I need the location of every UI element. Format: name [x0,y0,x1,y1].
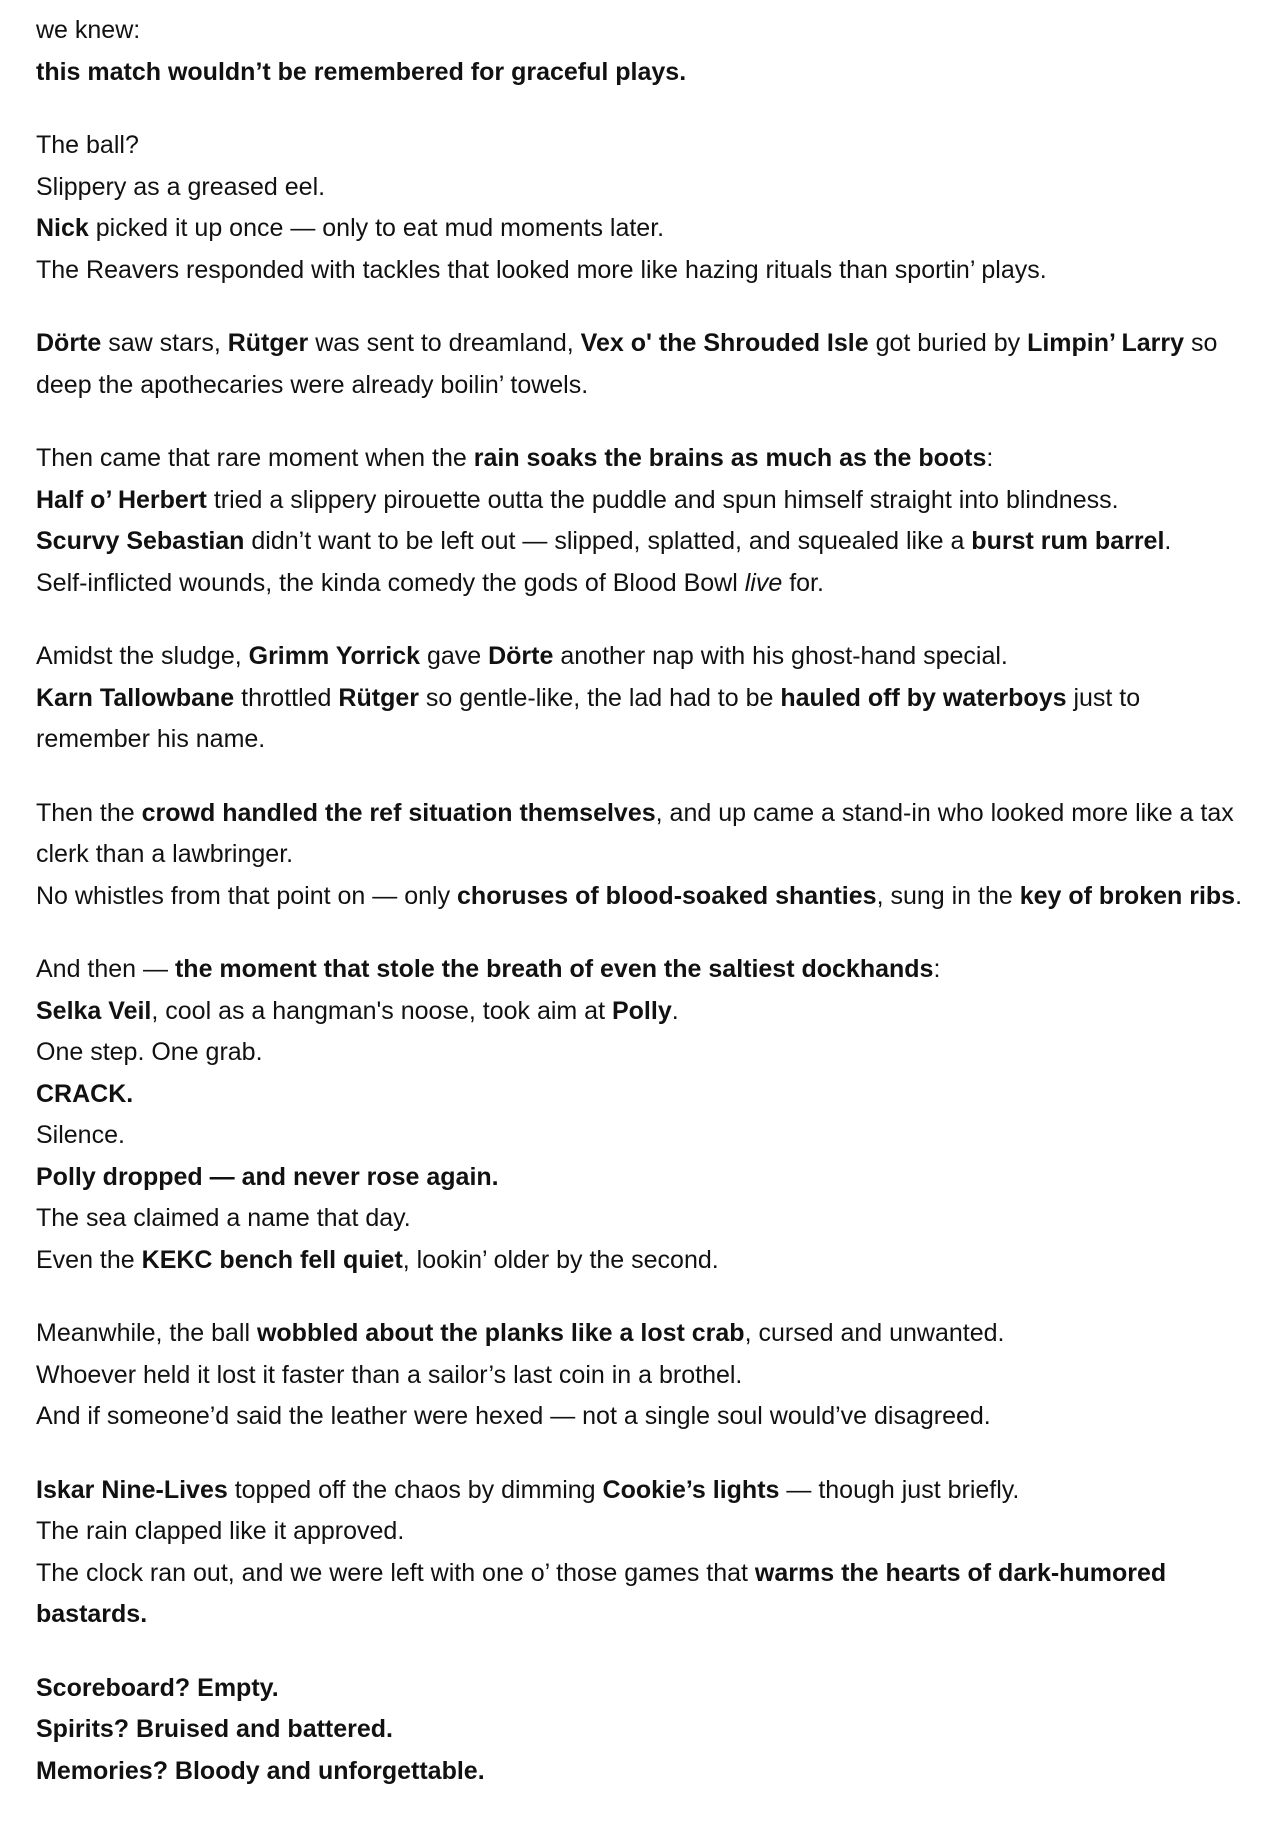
text-line [36,125,1256,167]
text-line [36,1511,1256,1553]
text-run: got buried by [868,329,1028,357]
text-run: Whoever held it lost it faster than a sailor’s last coin in a brothel. [36,1360,743,1389]
paragraph [36,1313,1256,1438]
text-line [36,52,1256,94]
text-run: . [1235,881,1243,910]
bold-text-run: Nick [36,214,89,242]
text-run: The rain clapped like it approved. [36,1517,405,1545]
text-run: The sea claimed a name that day. [36,1204,411,1232]
text-run: And if someone’d said the leather were hexed — not a single soul would’ve disagreed. [36,1402,991,1430]
text-run: was sent to dreamland, [308,329,581,357]
bold-text-run: rain soaks the brains as much as the boots [473,444,987,472]
bold-text-run: choruses of blood-soaked shanties [457,881,877,910]
text-run: tried a slippery pirouette outta the puddle and spun himself straight into blindness. [206,485,1119,514]
text-line [36,1355,1256,1397]
bold-text-run: Polly [611,996,672,1025]
bold-text-run: Spirits? Bruised and battered. [36,1715,394,1743]
text-run: The Reavers responded with tackles that looked more like hazing rituals than sportin’ plays. [36,255,1047,284]
text-line [36,1032,1256,1074]
bold-text-run: Iskar Nine-Lives [36,1475,228,1504]
paragraph [36,636,1256,761]
text-run: , sung in the [876,881,1020,910]
text-line [36,521,1256,563]
text-line [36,991,1256,1033]
text-run: : [986,444,994,472]
text-run: gave [420,642,489,670]
text-line [36,1240,1256,1282]
text-line [36,1709,1256,1751]
bold-text-run: key of broken ribs [1019,881,1236,910]
text-run: so deep the apothecaries were already boilin’ towels. [36,329,1218,399]
text-run: The ball? [36,131,139,159]
paragraph [36,949,1256,1281]
bold-text-run: KEKC bench fell quiet [141,1245,403,1274]
text-run: didn’t want to be left out — slipped, splatted, and squealed like a [244,527,972,555]
text-line [36,1074,1256,1116]
text-run: we knew: [36,16,141,44]
text-run: Then came that rare moment when the [36,444,474,472]
text-line [36,1115,1256,1157]
text-run: , and up came a stand-in who looked more like a tax clerk than a lawbringer. [36,798,1234,868]
text-run: Then the [36,798,142,827]
text-run: for. [782,568,824,597]
paragraph [36,1668,1256,1793]
text-run: , cool as a hangman's noose, took aim at [151,996,612,1025]
text-run: picked it up once — only to eat mud moments later. [88,214,665,242]
paragraph [36,10,1256,93]
bold-text-run: Grimm Yorrick [248,642,420,670]
bold-text-run: Selka Veil [36,996,152,1025]
text-line [36,250,1256,292]
italic-text-run: live [744,568,783,597]
text-run: topped off the chaos by dimming [227,1475,603,1504]
text-run: Meanwhile, the ball [36,1319,257,1347]
paragraph [36,1470,1256,1636]
bold-text-run: Scoreboard? Empty. [36,1673,279,1702]
text-run: . [1164,527,1172,555]
text-line [36,636,1256,678]
text-line [36,793,1256,876]
text-run: Even the [36,1245,142,1274]
text-line [36,438,1256,480]
text-line [36,1751,1256,1793]
bold-text-run: Vex o' the Shrouded Isle [580,329,869,357]
bold-text-run: this match wouldn’t be remembered for graceful plays. [36,57,687,86]
text-line [36,1396,1256,1438]
text-run: : [933,955,941,983]
paragraph [36,438,1256,604]
text-line [36,1668,1256,1710]
bold-text-run: hauled off by waterboys [780,683,1067,712]
text-line [36,167,1256,209]
paragraph [36,125,1256,291]
text-line [36,1157,1256,1199]
bold-text-run: Dörte [488,642,554,670]
bold-text-run: wobbled about the planks like a lost crab [256,1319,745,1347]
text-run: . [671,996,679,1025]
text-line [36,323,1256,406]
text-run: And then — [36,955,175,983]
text-run: — though just briefly. [779,1475,1020,1504]
bold-text-run: Rütger [227,329,309,357]
text-line [36,1553,1256,1636]
bold-text-run: CRACK. [36,1079,134,1108]
bold-text-run: Memories? Bloody and unforgettable. [36,1756,485,1785]
text-run: Amidst the sludge, [36,642,249,670]
bold-text-run: Polly dropped — and never rose again. [36,1162,499,1191]
text-run: another nap with his ghost-hand special. [553,642,1008,670]
text-line [36,1313,1256,1355]
bold-text-run: Half o’ Herbert [36,485,207,514]
paragraph [36,323,1256,406]
text-line [36,563,1256,605]
bold-text-run: Karn Tallowbane [36,683,235,712]
text-line [36,678,1256,761]
text-line [36,10,1256,52]
text-run: , cursed and unwanted. [744,1319,1005,1347]
text-run: so gentle-like, the lad had to be [418,683,781,712]
bold-text-run: Limpin’ Larry [1027,329,1185,357]
paragraph [36,793,1256,918]
document-body [36,10,1256,1824]
text-run: Silence. [36,1121,125,1149]
text-line [36,876,1256,918]
text-line [36,208,1256,250]
bold-text-run: Scurvy Sebastian [36,527,245,555]
bold-text-run: Rütger [338,683,419,712]
bold-text-run: the moment that stole the breath of even the saltiest dockhands [174,955,934,983]
text-line [36,480,1256,522]
text-run: Self-inflicted wounds, the kinda comedy the gods of Blood Bowl [36,568,745,597]
bold-text-run: crowd handled the ref situation themselves [141,798,656,827]
bold-text-run: Cookie’s lights [602,1475,780,1504]
text-run: just to remember his name. [36,683,1141,753]
text-run: One step. One grab. [36,1038,263,1066]
text-line [36,1198,1256,1240]
text-run: throttled [234,683,339,712]
text-line [36,1470,1256,1512]
text-line [36,949,1256,991]
text-run: No whistles from that point on — only [36,881,458,910]
text-run: saw stars, [101,329,228,357]
bold-text-run: burst rum barrel [971,527,1165,555]
text-run: The clock ran out, and we were left with one o’ those games that [36,1558,755,1587]
text-run: , lookin’ older by the second. [402,1245,719,1274]
text-run: Slippery as a greased eel. [36,172,326,201]
bold-text-run: Dörte [36,329,102,357]
bold-text-run: warms the hearts of dark-humored bastards. [36,1558,1167,1628]
